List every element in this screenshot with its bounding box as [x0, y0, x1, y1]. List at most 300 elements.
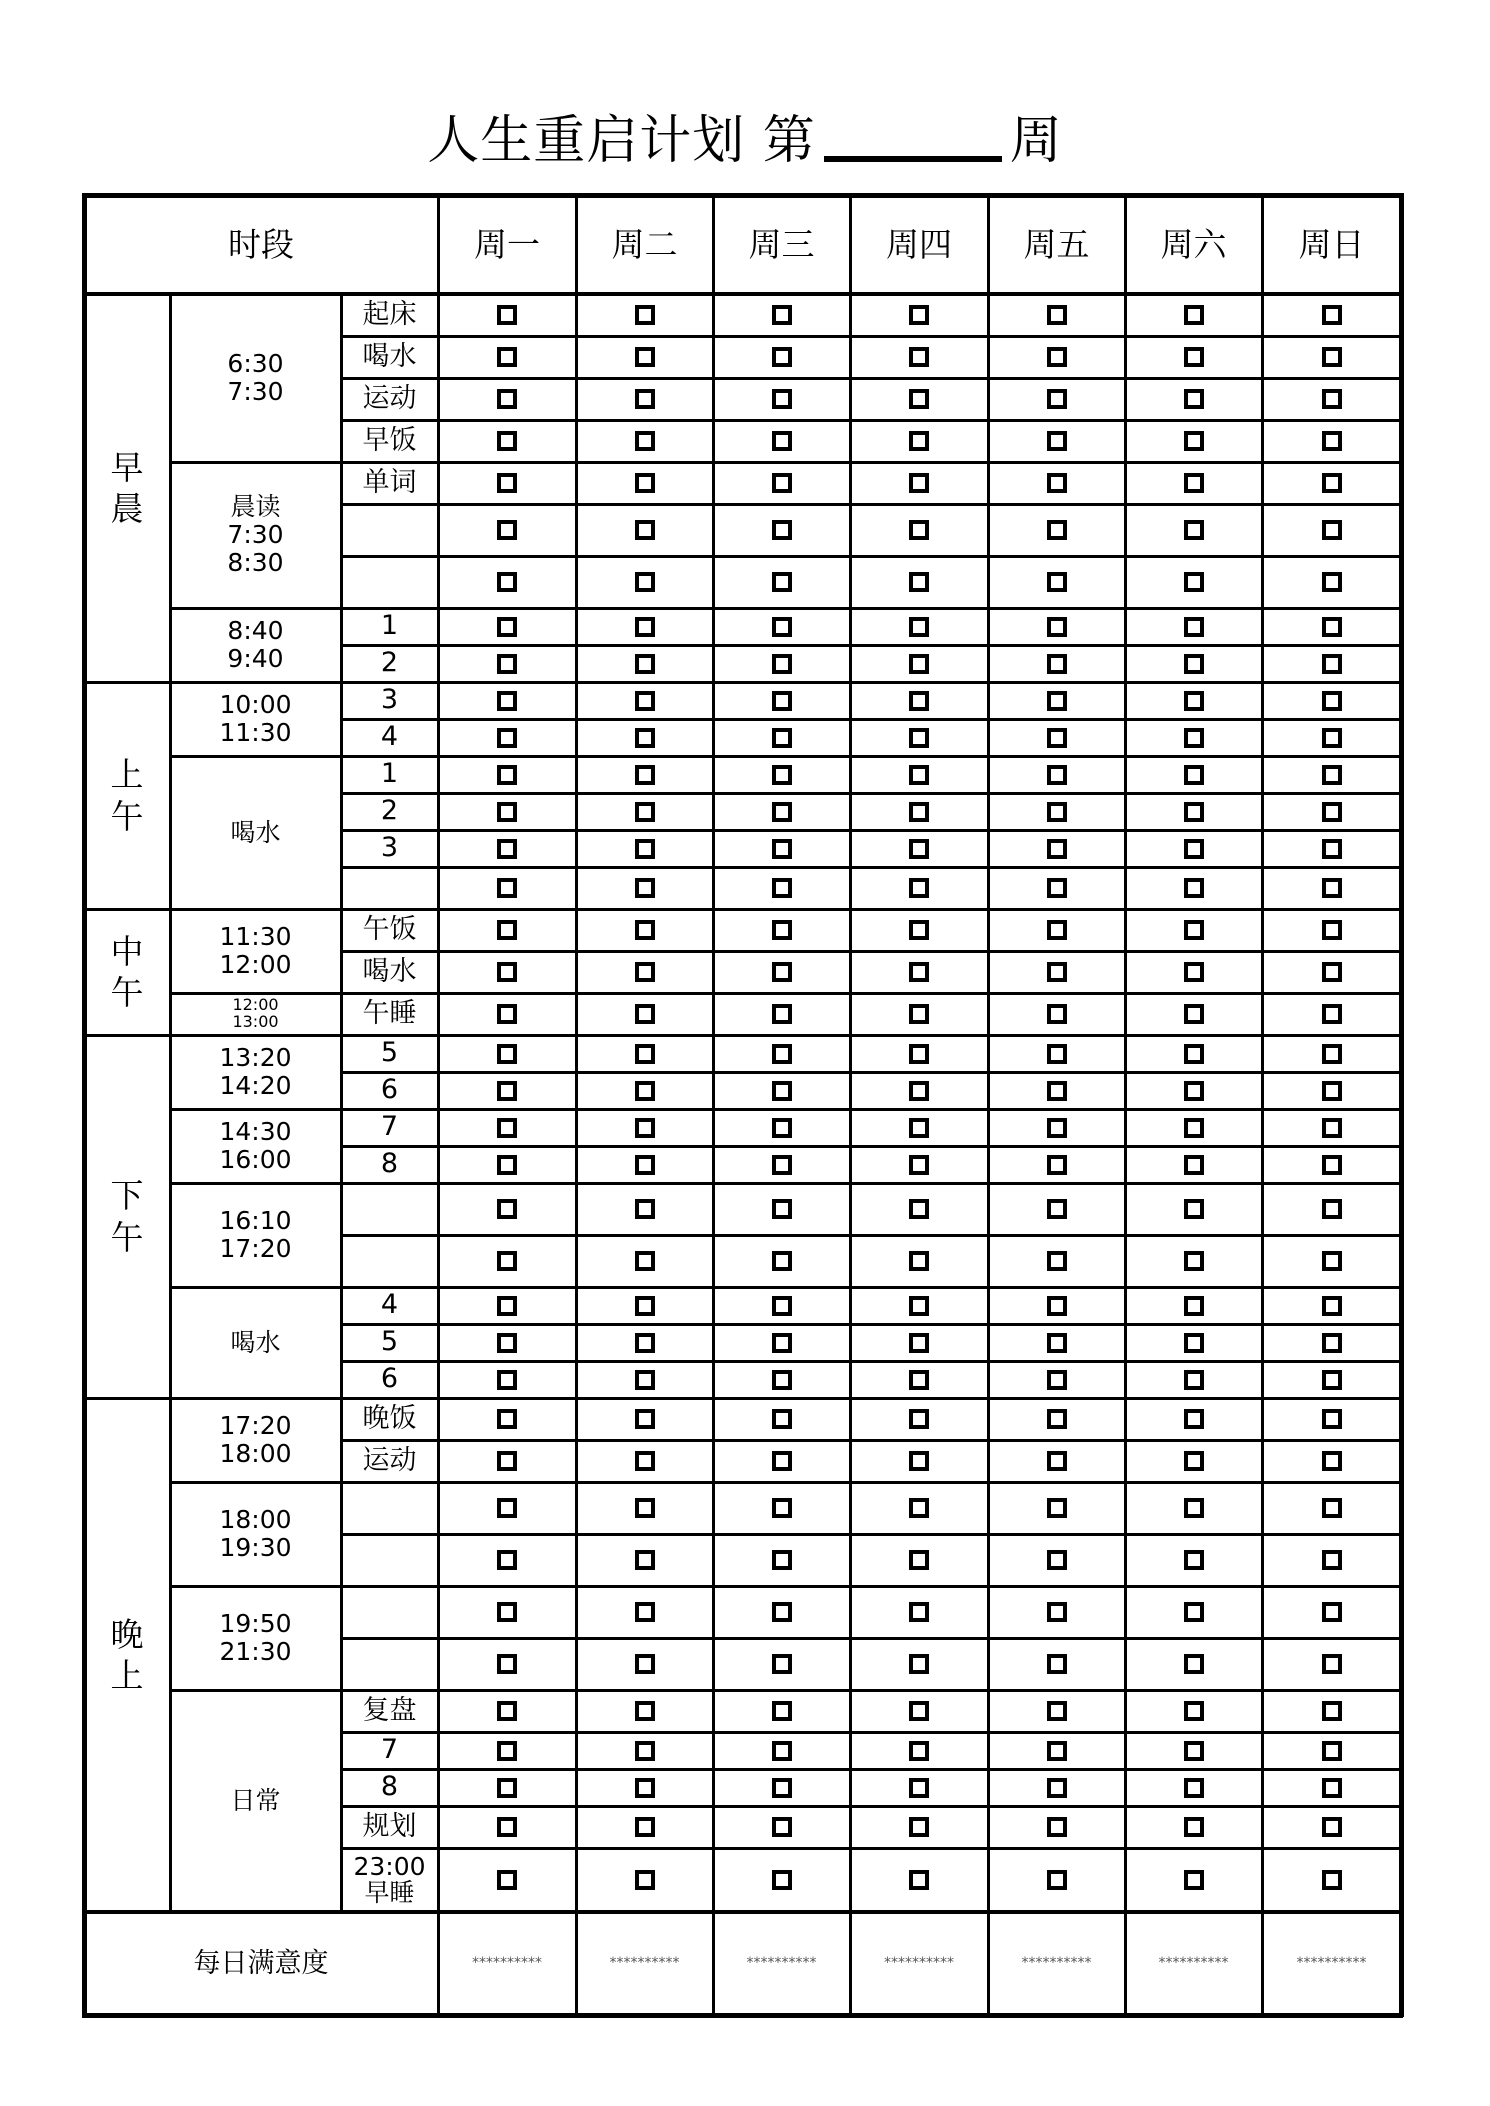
- row-item-label: [341, 645, 438, 682]
- task-checkbox[interactable]: [1047, 878, 1067, 898]
- task-checkbox[interactable]: [909, 1333, 929, 1353]
- task-checkbox[interactable]: [1184, 962, 1204, 982]
- task-checkbox[interactable]: [1322, 1654, 1342, 1674]
- task-checkbox[interactable]: [909, 431, 929, 451]
- time-slot: [170, 1398, 341, 1482]
- task-checkbox[interactable]: [772, 473, 792, 493]
- task-checkbox[interactable]: [909, 1004, 929, 1024]
- task-checkbox[interactable]: [497, 691, 517, 711]
- satisfaction-input-4[interactable]: [850, 1912, 988, 2015]
- task-checkbox[interactable]: [635, 431, 655, 451]
- task-checkbox[interactable]: [772, 1701, 792, 1721]
- task-checkbox[interactable]: [1184, 765, 1204, 785]
- task-checkbox[interactable]: [772, 802, 792, 822]
- task-checkbox[interactable]: [635, 1654, 655, 1674]
- task-checkbox[interactable]: [1047, 691, 1067, 711]
- task-checkbox[interactable]: [497, 1370, 517, 1390]
- task-checkbox[interactable]: [635, 691, 655, 711]
- task-checkbox[interactable]: [1047, 920, 1067, 940]
- task-checkbox[interactable]: [909, 389, 929, 409]
- task-checkbox[interactable]: [635, 1004, 655, 1024]
- task-checkbox[interactable]: [497, 572, 517, 592]
- task-checkbox[interactable]: [1047, 1451, 1067, 1471]
- time-slot: [170, 682, 341, 756]
- task-checkbox[interactable]: [1184, 1701, 1204, 1721]
- task-checkbox[interactable]: [1322, 1451, 1342, 1471]
- task-checkbox[interactable]: [1184, 728, 1204, 748]
- task-checkbox[interactable]: [635, 1081, 655, 1101]
- task-checkbox[interactable]: [1322, 617, 1342, 637]
- task-checkbox[interactable]: [1047, 617, 1067, 637]
- task-checkbox[interactable]: [772, 617, 792, 637]
- period-下午: [84, 1035, 170, 1398]
- task-checkbox[interactable]: [1184, 1498, 1204, 1518]
- task-checkbox[interactable]: [635, 1251, 655, 1271]
- task-checkbox[interactable]: [772, 1778, 792, 1798]
- task-checkbox[interactable]: [497, 878, 517, 898]
- task-checkbox[interactable]: [909, 1602, 929, 1622]
- task-checkbox[interactable]: [772, 1251, 792, 1271]
- task-checkbox[interactable]: [772, 347, 792, 367]
- task-checkbox[interactable]: [1322, 431, 1342, 451]
- task-checkbox[interactable]: [1184, 654, 1204, 674]
- task-checkbox[interactable]: [1322, 1004, 1342, 1024]
- task-checkbox[interactable]: [497, 728, 517, 748]
- task-checkbox[interactable]: [635, 1550, 655, 1570]
- task-checkbox[interactable]: [1322, 473, 1342, 493]
- task-checkbox[interactable]: [1184, 1251, 1204, 1271]
- task-checkbox[interactable]: [1322, 839, 1342, 859]
- task-checkbox[interactable]: [1322, 1251, 1342, 1271]
- satisfaction-input-2[interactable]: [576, 1912, 713, 2015]
- grid-line: [341, 335, 1401, 338]
- task-checkbox[interactable]: [909, 1701, 929, 1721]
- task-checkbox[interactable]: [635, 473, 655, 493]
- task-checkbox[interactable]: [772, 1451, 792, 1471]
- task-checkbox[interactable]: [1184, 920, 1204, 940]
- time-slot: [170, 1109, 341, 1183]
- task-checkbox[interactable]: [1322, 802, 1342, 822]
- task-checkbox[interactable]: [1047, 1817, 1067, 1837]
- task-checkbox[interactable]: [1047, 1004, 1067, 1024]
- task-checkbox[interactable]: [1184, 1741, 1204, 1761]
- task-checkbox[interactable]: [772, 1333, 792, 1353]
- task-checkbox[interactable]: [635, 1044, 655, 1064]
- task-checkbox[interactable]: [497, 305, 517, 325]
- task-checkbox[interactable]: [497, 1778, 517, 1798]
- task-checkbox[interactable]: [909, 839, 929, 859]
- task-checkbox[interactable]: [1322, 962, 1342, 982]
- task-checkbox[interactable]: [772, 1370, 792, 1390]
- task-checkbox[interactable]: [635, 520, 655, 540]
- task-checkbox[interactable]: [1047, 1870, 1067, 1890]
- task-checkbox[interactable]: [772, 691, 792, 711]
- task-checkbox[interactable]: [1047, 962, 1067, 982]
- task-checkbox[interactable]: [497, 839, 517, 859]
- task-checkbox[interactable]: [772, 431, 792, 451]
- task-checkbox[interactable]: [1047, 520, 1067, 540]
- task-checkbox[interactable]: [635, 1155, 655, 1175]
- task-checkbox[interactable]: [635, 654, 655, 674]
- task-checkbox[interactable]: [1184, 1333, 1204, 1353]
- row-item-label: [341, 867, 438, 909]
- task-checkbox[interactable]: [497, 1741, 517, 1761]
- task-checkbox[interactable]: [497, 654, 517, 674]
- task-checkbox[interactable]: [497, 1409, 517, 1429]
- task-checkbox[interactable]: [772, 389, 792, 409]
- task-checkbox[interactable]: [909, 305, 929, 325]
- task-checkbox[interactable]: [635, 617, 655, 637]
- task-checkbox[interactable]: [1322, 878, 1342, 898]
- task-checkbox[interactable]: [909, 1870, 929, 1890]
- task-checkbox[interactable]: [497, 1296, 517, 1316]
- task-checkbox[interactable]: [1322, 1370, 1342, 1390]
- task-checkbox[interactable]: [1322, 654, 1342, 674]
- task-checkbox[interactable]: [1184, 1370, 1204, 1390]
- task-checkbox[interactable]: [1322, 389, 1342, 409]
- task-checkbox[interactable]: [1322, 691, 1342, 711]
- task-checkbox[interactable]: [1184, 1870, 1204, 1890]
- task-checkbox[interactable]: [497, 1550, 517, 1570]
- satisfaction-input-6[interactable]: [1125, 1912, 1262, 2015]
- time-text: 10:00: [219, 690, 292, 719]
- task-checkbox[interactable]: [909, 1817, 929, 1837]
- task-checkbox[interactable]: [909, 802, 929, 822]
- satisfaction-input-5[interactable]: [988, 1912, 1125, 2015]
- task-checkbox[interactable]: [1184, 1817, 1204, 1837]
- task-checkbox[interactable]: [1322, 1817, 1342, 1837]
- task-checkbox[interactable]: [1322, 728, 1342, 748]
- task-checkbox[interactable]: [1047, 1155, 1067, 1175]
- task-checkbox[interactable]: [1184, 1296, 1204, 1316]
- task-checkbox[interactable]: [1047, 1550, 1067, 1570]
- task-checkbox[interactable]: [635, 305, 655, 325]
- task-checkbox[interactable]: [909, 1118, 929, 1138]
- task-checkbox[interactable]: [1047, 572, 1067, 592]
- task-checkbox[interactable]: [772, 1602, 792, 1622]
- task-checkbox[interactable]: [909, 962, 929, 982]
- task-checkbox[interactable]: [909, 1251, 929, 1271]
- task-checkbox[interactable]: [909, 920, 929, 940]
- task-checkbox[interactable]: [1322, 1870, 1342, 1890]
- task-checkbox[interactable]: [1047, 431, 1067, 451]
- task-checkbox[interactable]: [1184, 1654, 1204, 1674]
- task-checkbox[interactable]: [635, 347, 655, 367]
- task-checkbox[interactable]: [497, 389, 517, 409]
- task-checkbox[interactable]: [1047, 1251, 1067, 1271]
- task-checkbox[interactable]: [772, 878, 792, 898]
- task-checkbox[interactable]: [772, 1550, 792, 1570]
- task-checkbox[interactable]: [909, 1199, 929, 1219]
- task-checkbox[interactable]: [1184, 389, 1204, 409]
- task-checkbox[interactable]: [635, 1602, 655, 1622]
- task-checkbox[interactable]: [909, 654, 929, 674]
- grid-line: [341, 866, 1401, 869]
- task-checkbox[interactable]: [497, 347, 517, 367]
- task-checkbox[interactable]: [1047, 1333, 1067, 1353]
- task-checkbox[interactable]: [909, 617, 929, 637]
- grid-line: [341, 503, 1401, 506]
- task-checkbox[interactable]: [635, 1741, 655, 1761]
- task-checkbox[interactable]: [497, 1004, 517, 1024]
- task-checkbox[interactable]: [497, 1701, 517, 1721]
- task-checkbox[interactable]: [1047, 1296, 1067, 1316]
- task-checkbox[interactable]: [1184, 839, 1204, 859]
- task-checkbox[interactable]: [772, 920, 792, 940]
- task-checkbox[interactable]: [772, 1409, 792, 1429]
- task-checkbox[interactable]: [1184, 1044, 1204, 1064]
- time-text: 喝水: [230, 817, 281, 847]
- task-checkbox[interactable]: [1184, 802, 1204, 822]
- task-checkbox[interactable]: [1184, 1778, 1204, 1798]
- task-checkbox[interactable]: [772, 1654, 792, 1674]
- task-checkbox[interactable]: [497, 1451, 517, 1471]
- task-checkbox[interactable]: [635, 1333, 655, 1353]
- task-checkbox[interactable]: [1047, 654, 1067, 674]
- period-char: 下: [110, 1176, 144, 1216]
- task-checkbox[interactable]: [1184, 305, 1204, 325]
- task-checkbox[interactable]: [1047, 1118, 1067, 1138]
- task-checkbox[interactable]: [635, 878, 655, 898]
- task-checkbox[interactable]: [635, 1118, 655, 1138]
- task-checkbox[interactable]: [909, 1550, 929, 1570]
- task-checkbox[interactable]: [909, 765, 929, 785]
- task-checkbox[interactable]: [909, 1081, 929, 1101]
- task-checkbox[interactable]: [497, 431, 517, 451]
- task-checkbox[interactable]: [635, 1296, 655, 1316]
- task-checkbox[interactable]: [635, 802, 655, 822]
- task-checkbox[interactable]: [1184, 1118, 1204, 1138]
- task-checkbox[interactable]: [909, 1741, 929, 1761]
- task-checkbox[interactable]: [497, 1199, 517, 1219]
- task-checkbox[interactable]: [497, 1333, 517, 1353]
- task-checkbox[interactable]: [497, 617, 517, 637]
- time-text: 14:30: [219, 1117, 292, 1146]
- task-checkbox[interactable]: [1047, 728, 1067, 748]
- task-checkbox[interactable]: [1184, 1409, 1204, 1429]
- task-checkbox[interactable]: [635, 962, 655, 982]
- task-checkbox[interactable]: [1047, 1602, 1067, 1622]
- task-checkbox[interactable]: [909, 473, 929, 493]
- task-checkbox[interactable]: [1047, 347, 1067, 367]
- task-checkbox[interactable]: [772, 1817, 792, 1837]
- task-checkbox[interactable]: [772, 654, 792, 674]
- task-checkbox[interactable]: [1047, 1370, 1067, 1390]
- task-checkbox[interactable]: [497, 1498, 517, 1518]
- task-checkbox[interactable]: [772, 728, 792, 748]
- task-checkbox[interactable]: [497, 1044, 517, 1064]
- period-中午: [84, 909, 170, 1035]
- task-checkbox[interactable]: [1322, 1296, 1342, 1316]
- item-text: 5: [380, 1326, 399, 1358]
- task-checkbox[interactable]: [1047, 765, 1067, 785]
- task-checkbox[interactable]: [1322, 1701, 1342, 1721]
- task-checkbox[interactable]: [909, 520, 929, 540]
- task-checkbox[interactable]: [772, 305, 792, 325]
- task-checkbox[interactable]: [772, 1155, 792, 1175]
- task-checkbox[interactable]: [635, 839, 655, 859]
- task-checkbox[interactable]: [1047, 1654, 1067, 1674]
- task-checkbox[interactable]: [635, 1870, 655, 1890]
- task-checkbox[interactable]: [1184, 1081, 1204, 1101]
- task-checkbox[interactable]: [909, 691, 929, 711]
- task-checkbox[interactable]: [772, 1870, 792, 1890]
- task-checkbox[interactable]: [635, 1778, 655, 1798]
- task-checkbox[interactable]: [497, 520, 517, 540]
- task-checkbox[interactable]: [1184, 878, 1204, 898]
- task-checkbox[interactable]: [772, 1004, 792, 1024]
- task-checkbox[interactable]: [1322, 920, 1342, 940]
- task-checkbox[interactable]: [497, 802, 517, 822]
- task-checkbox[interactable]: [1047, 839, 1067, 859]
- task-checkbox[interactable]: [1047, 1741, 1067, 1761]
- task-checkbox[interactable]: [772, 962, 792, 982]
- task-checkbox[interactable]: [909, 1778, 929, 1798]
- task-checkbox[interactable]: [909, 1370, 929, 1390]
- task-checkbox[interactable]: [497, 920, 517, 940]
- task-checkbox[interactable]: [772, 1498, 792, 1518]
- header-day-4: [850, 195, 988, 294]
- task-checkbox[interactable]: [497, 1654, 517, 1674]
- row-item-label: [341, 719, 438, 756]
- item-text: 喝水: [362, 340, 417, 372]
- task-checkbox[interactable]: [772, 520, 792, 540]
- task-checkbox[interactable]: [635, 728, 655, 748]
- task-checkbox[interactable]: [909, 347, 929, 367]
- task-checkbox[interactable]: [772, 1044, 792, 1064]
- task-checkbox[interactable]: [1047, 1409, 1067, 1429]
- task-checkbox[interactable]: [1322, 347, 1342, 367]
- task-checkbox[interactable]: [772, 1081, 792, 1101]
- task-checkbox[interactable]: [497, 765, 517, 785]
- task-checkbox[interactable]: [497, 1870, 517, 1890]
- task-checkbox[interactable]: [635, 765, 655, 785]
- task-checkbox[interactable]: [1322, 1333, 1342, 1353]
- task-checkbox[interactable]: [1322, 1081, 1342, 1101]
- task-checkbox[interactable]: [1322, 572, 1342, 592]
- grid-line: [341, 792, 1401, 795]
- task-checkbox[interactable]: [772, 1741, 792, 1761]
- task-checkbox[interactable]: [497, 1602, 517, 1622]
- task-checkbox[interactable]: [497, 962, 517, 982]
- time-text: 19:50: [219, 1609, 292, 1638]
- task-checkbox[interactable]: [1322, 1602, 1342, 1622]
- task-checkbox[interactable]: [909, 878, 929, 898]
- period-char: 上: [110, 755, 144, 795]
- task-checkbox[interactable]: [909, 1654, 929, 1674]
- task-checkbox[interactable]: [772, 765, 792, 785]
- task-checkbox[interactable]: [909, 1044, 929, 1064]
- task-checkbox[interactable]: [635, 1701, 655, 1721]
- task-checkbox[interactable]: [772, 1199, 792, 1219]
- satisfaction-placeholder: **********: [884, 1955, 954, 1972]
- grid-line: [82, 193, 87, 2017]
- task-checkbox[interactable]: [1322, 1155, 1342, 1175]
- task-checkbox[interactable]: [1184, 617, 1204, 637]
- task-checkbox[interactable]: [497, 1251, 517, 1271]
- task-checkbox[interactable]: [635, 1451, 655, 1471]
- task-checkbox[interactable]: [772, 1118, 792, 1138]
- task-checkbox[interactable]: [1047, 1044, 1067, 1064]
- task-checkbox[interactable]: [1047, 473, 1067, 493]
- task-checkbox[interactable]: [635, 389, 655, 409]
- task-checkbox[interactable]: [909, 728, 929, 748]
- item-text: 23:00: [353, 1851, 426, 1881]
- task-checkbox[interactable]: [772, 1296, 792, 1316]
- task-checkbox[interactable]: [1322, 1409, 1342, 1429]
- task-checkbox[interactable]: [635, 572, 655, 592]
- task-checkbox[interactable]: [1184, 431, 1204, 451]
- task-checkbox[interactable]: [497, 1081, 517, 1101]
- task-checkbox[interactable]: [1184, 1602, 1204, 1622]
- task-checkbox[interactable]: [1184, 1004, 1204, 1024]
- task-checkbox[interactable]: [1047, 802, 1067, 822]
- task-checkbox[interactable]: [1184, 520, 1204, 540]
- row-item-label: [341, 793, 438, 830]
- task-checkbox[interactable]: [497, 473, 517, 493]
- task-checkbox[interactable]: [909, 1155, 929, 1175]
- task-checkbox[interactable]: [1184, 1155, 1204, 1175]
- task-checkbox[interactable]: [1322, 305, 1342, 325]
- task-checkbox[interactable]: [1184, 1199, 1204, 1219]
- task-checkbox[interactable]: [1184, 691, 1204, 711]
- task-checkbox[interactable]: [1322, 1498, 1342, 1518]
- task-checkbox[interactable]: [1322, 520, 1342, 540]
- task-checkbox[interactable]: [1322, 1118, 1342, 1138]
- task-checkbox[interactable]: [1047, 1498, 1067, 1518]
- task-checkbox[interactable]: [1047, 1199, 1067, 1219]
- task-checkbox[interactable]: [1322, 1199, 1342, 1219]
- task-checkbox[interactable]: [909, 1296, 929, 1316]
- task-checkbox[interactable]: [1322, 1741, 1342, 1761]
- task-checkbox[interactable]: [497, 1155, 517, 1175]
- task-checkbox[interactable]: [1047, 389, 1067, 409]
- task-checkbox[interactable]: [772, 839, 792, 859]
- task-checkbox[interactable]: [635, 1370, 655, 1390]
- task-checkbox[interactable]: [909, 1451, 929, 1471]
- task-checkbox[interactable]: [635, 1409, 655, 1429]
- task-checkbox[interactable]: [1184, 347, 1204, 367]
- task-checkbox[interactable]: [635, 920, 655, 940]
- satisfaction-input-7[interactable]: [1262, 1912, 1401, 2015]
- task-checkbox[interactable]: [909, 572, 929, 592]
- task-checkbox[interactable]: [1322, 1044, 1342, 1064]
- task-checkbox[interactable]: [1184, 473, 1204, 493]
- row-item-label: [341, 1806, 438, 1848]
- task-checkbox[interactable]: [635, 1817, 655, 1837]
- task-checkbox[interactable]: [635, 1199, 655, 1219]
- time-text: 日常: [230, 1786, 281, 1815]
- task-checkbox[interactable]: [635, 1498, 655, 1518]
- task-checkbox[interactable]: [497, 1817, 517, 1837]
- task-checkbox[interactable]: [1184, 572, 1204, 592]
- task-checkbox[interactable]: [1322, 1778, 1342, 1798]
- task-checkbox[interactable]: [1047, 1081, 1067, 1101]
- task-checkbox[interactable]: [1047, 305, 1067, 325]
- satisfaction-input-3[interactable]: [713, 1912, 850, 2015]
- task-checkbox[interactable]: [1047, 1701, 1067, 1721]
- task-checkbox[interactable]: [909, 1409, 929, 1429]
- task-checkbox[interactable]: [497, 1118, 517, 1138]
- satisfaction-input-1[interactable]: [438, 1912, 576, 2015]
- task-checkbox[interactable]: [1322, 1550, 1342, 1570]
- task-checkbox[interactable]: [772, 572, 792, 592]
- task-checkbox[interactable]: [1184, 1550, 1204, 1570]
- task-checkbox[interactable]: [909, 1498, 929, 1518]
- task-checkbox[interactable]: [1184, 1451, 1204, 1471]
- task-checkbox[interactable]: [1322, 765, 1342, 785]
- task-checkbox[interactable]: [1047, 1778, 1067, 1798]
